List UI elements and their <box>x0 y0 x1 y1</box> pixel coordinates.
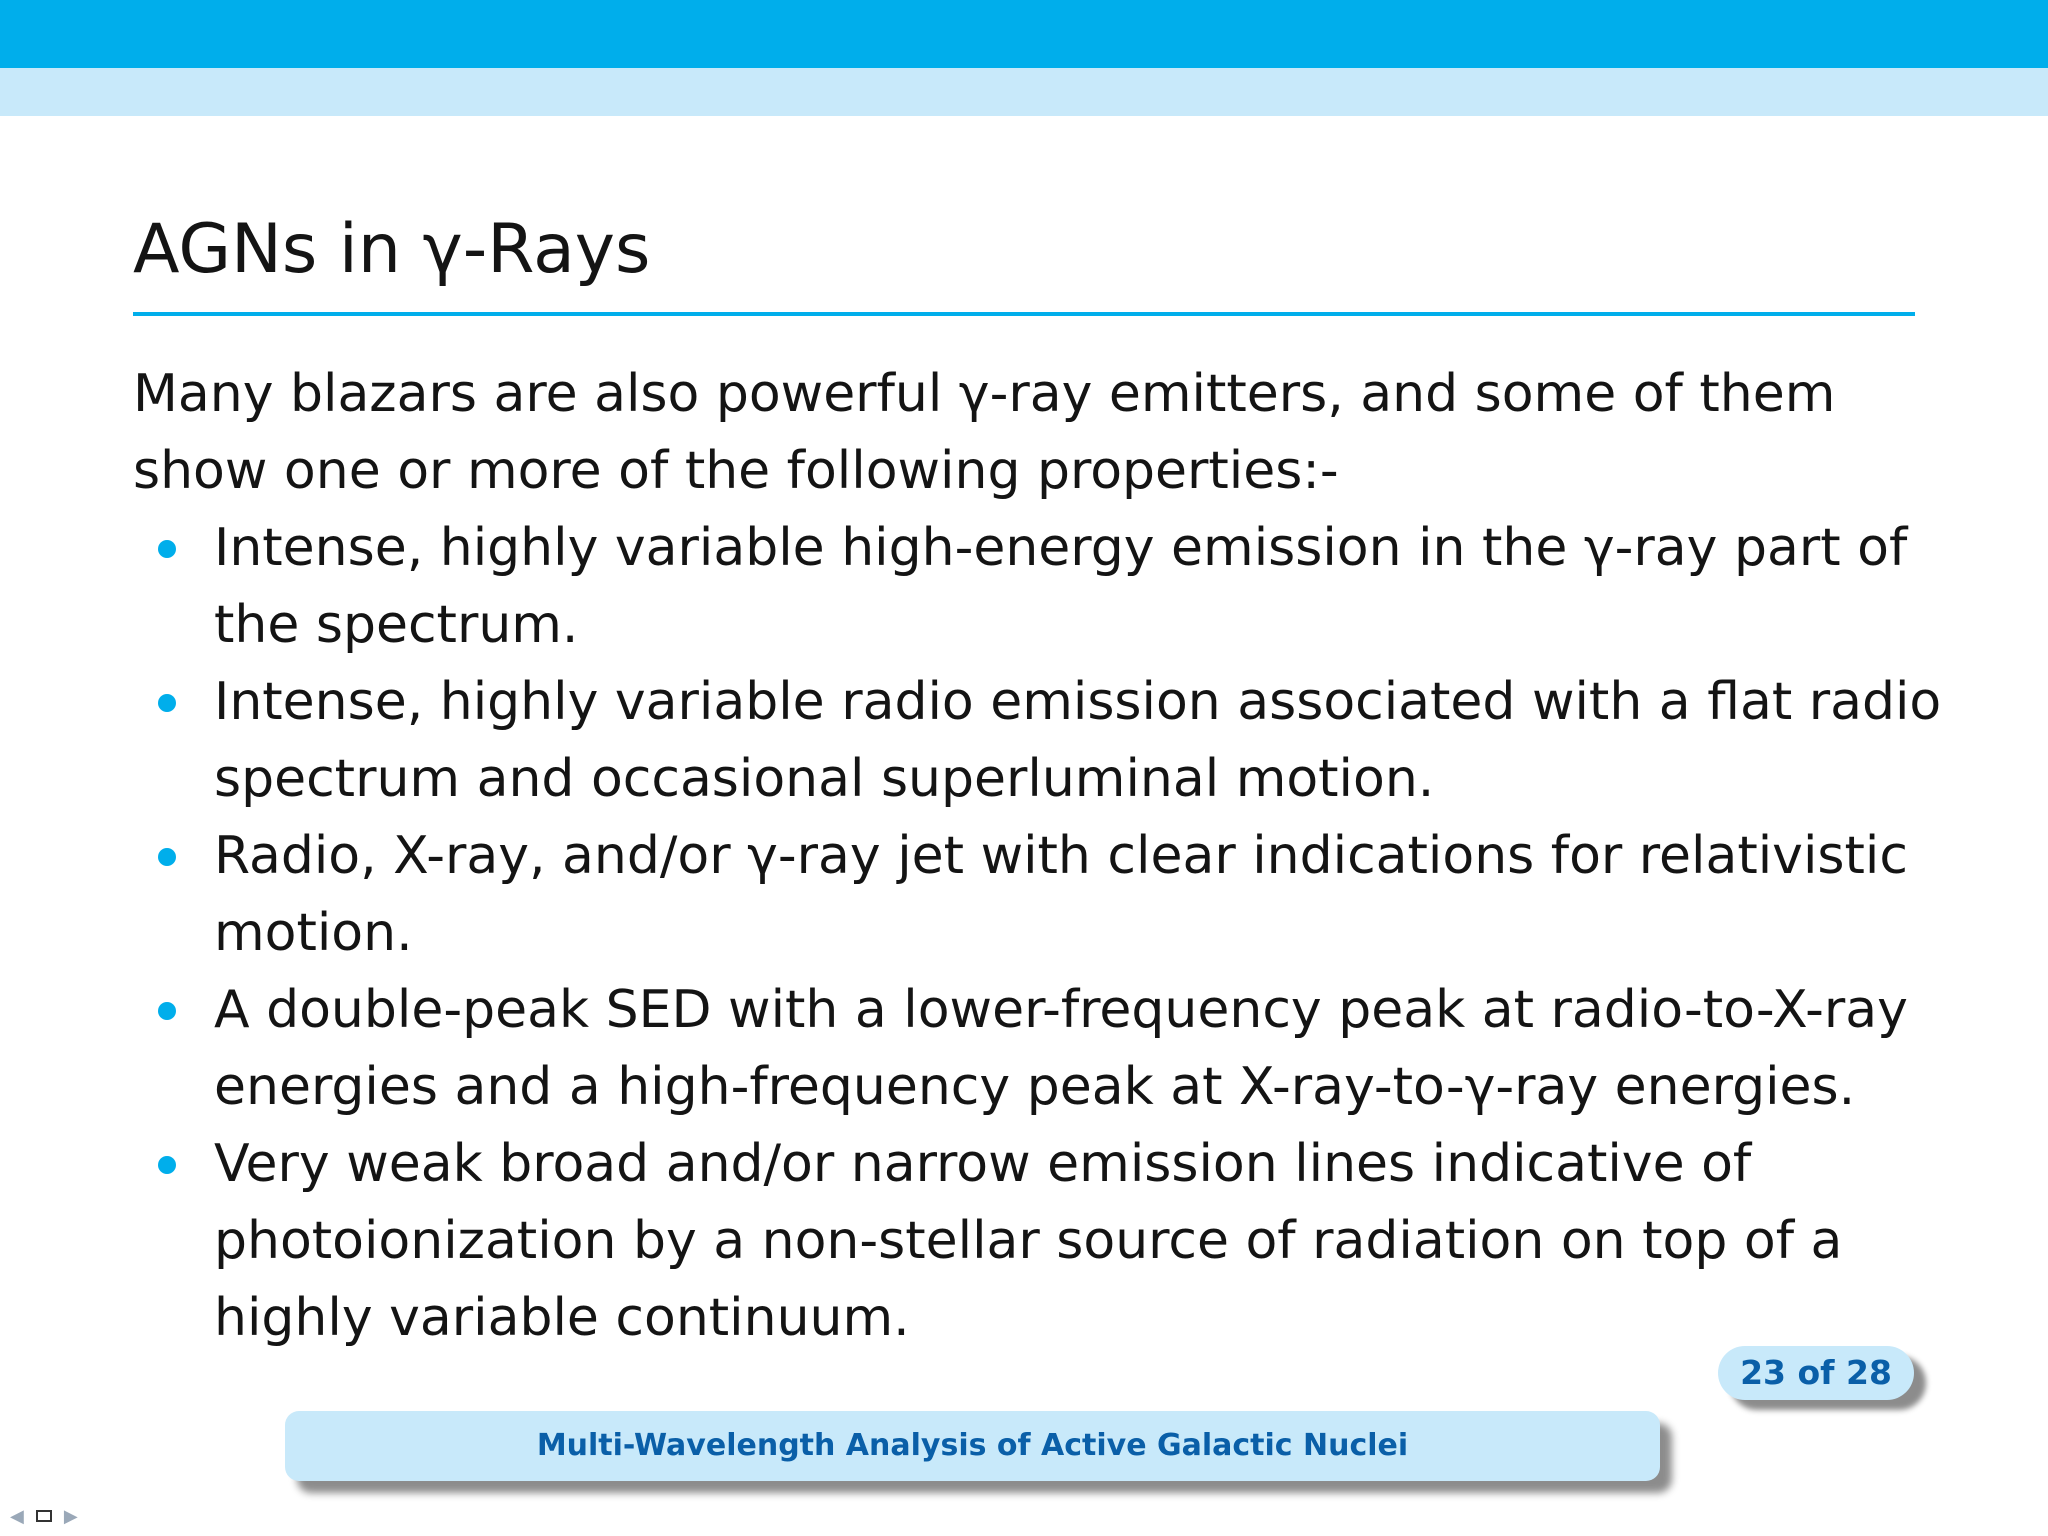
list-item-line: highly variable continuum. <box>214 1288 910 1348</box>
list-item-line: Intense, highly variable radio emission associated with a flat radio <box>214 672 1942 732</box>
list-item-line: the spectrum. <box>214 595 579 655</box>
list-item-line: A double-peak SED with a lower-frequency peak at radio-to-X-ray <box>214 980 1908 1040</box>
bullet-icon <box>158 540 176 558</box>
chevron-left-icon[interactable]: ◀ <box>10 1505 24 1527</box>
bullet-icon <box>158 1156 176 1174</box>
page-indicator: 23 of 28 <box>1718 1346 1914 1400</box>
frame-box-icon[interactable] <box>36 1510 52 1522</box>
bullet-icon <box>158 694 176 712</box>
list-item-line: motion. <box>214 903 413 963</box>
title-underline <box>133 312 1915 316</box>
list-item <box>133 818 1933 972</box>
slide-body <box>133 356 1942 1357</box>
list-item-line: Radio, X-ray, and/or γ-ray jet with clear indications for relativistic <box>214 826 1908 886</box>
bullet-icon <box>158 848 176 866</box>
properties-list <box>133 510 1942 1357</box>
header-band <box>0 0 2048 68</box>
intro-paragraph <box>133 356 1933 510</box>
list-item <box>133 664 1942 818</box>
list-item-line: energies and a high-frequency peak at X-ray-to-γ-ray energies. <box>214 1057 1856 1117</box>
footer-title: Multi-Wavelength Analysis of Active Galactic Nuclei <box>285 1411 1660 1481</box>
slide-title: AGNs in γ-Rays <box>133 210 651 289</box>
list-item <box>133 1126 1933 1357</box>
chevron-right-icon[interactable]: ▶ <box>63 1505 78 1527</box>
list-item <box>133 972 1933 1126</box>
intro-line: Many blazars are also powerful γ-ray emitters, and some of them <box>133 364 1836 424</box>
list-item-line: Intense, highly variable high-energy emission in the γ-ray part of <box>214 518 1908 578</box>
list-item-line: spectrum and occasional superluminal motion. <box>214 749 1435 809</box>
list-item-line: Very weak broad and/or narrow emission lines indicative of <box>214 1134 1752 1194</box>
list-item <box>133 510 1933 664</box>
list-item-line: photoionization by a non-stellar source of radiation on top of a <box>214 1211 1843 1271</box>
header-band-light <box>0 68 2048 116</box>
navigation-controls <box>10 1504 78 1528</box>
intro-line: show one or more of the following properties:- <box>133 441 1339 501</box>
bullet-icon <box>158 1002 176 1020</box>
